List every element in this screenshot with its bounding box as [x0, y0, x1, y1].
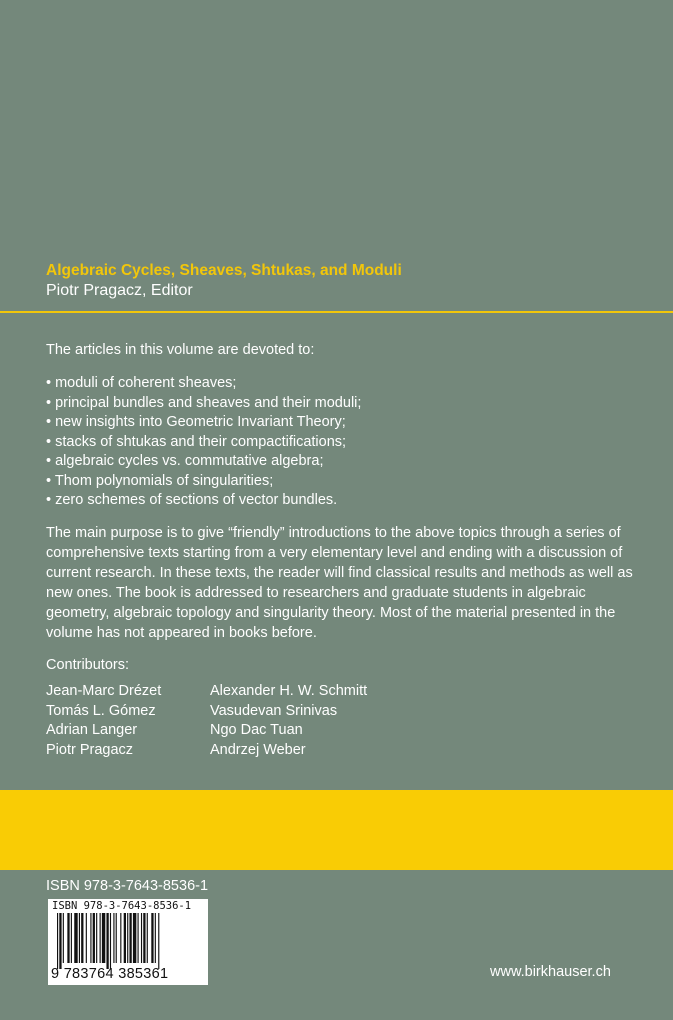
contributor-name: Piotr Pragacz: [46, 741, 134, 758]
barcode-bar: [106, 913, 108, 969]
barcode-bar: [102, 913, 105, 963]
barcode-bar: [151, 913, 153, 963]
purpose-paragraph: The main purpose is to give “friendly” introductions to the above topics through a series of comprehensive texts starting from a very elementary level and ending with a discussion of current research. In these texts, the reader will find classical results and methods as well as new ones. The book is addressed to researchers and graduate students in algebraic geometry, algebraic topology and singularity theory. Most of the material presented in the volume has not appeared in books before.: [46, 525, 633, 641]
barcode-bar: [127, 913, 128, 963]
topic-list: [46, 374, 361, 511]
contributor-name: Jean-Marc Drézet: [46, 683, 162, 699]
barcode-bar: [93, 913, 95, 963]
website-link[interactable]: www.birkhauser.ch: [490, 964, 611, 980]
barcode-bar: [110, 913, 111, 969]
contributor-name: Adrian Langer: [46, 722, 138, 738]
barcode-bar: [124, 913, 126, 963]
list-item: • new insights into Geometric Invariant Theory;: [46, 414, 346, 430]
barcode-bar: [96, 913, 97, 963]
barcode-bar: [143, 913, 145, 963]
contributor-name: Ngo Dac Tuan: [210, 722, 303, 738]
barcode-bar: [141, 913, 142, 963]
barcode-bar: [129, 913, 131, 963]
contributor-name: Andrzej Weber: [210, 741, 306, 758]
barcode-bar: [155, 913, 156, 963]
barcode-bar: [71, 913, 72, 963]
book-editor: Piotr Pragacz, Editor: [46, 282, 193, 299]
barcode-bar: [113, 913, 114, 963]
list-item: • stacks of shtukas and their compactifications;: [46, 433, 347, 450]
contributors-column-2: [210, 682, 367, 760]
isbn-label: ISBN 978-3-7643-8536-1: [46, 878, 209, 894]
barcode-bar: [120, 913, 121, 963]
barcode-bar: [90, 913, 91, 963]
barcode-bar: [100, 913, 101, 963]
barcode-bar: [116, 913, 117, 963]
barcode-bar: [81, 913, 83, 963]
barcode-bars: [56, 913, 202, 969]
list-item: • algebraic cycles vs. commutative algebra;: [46, 453, 324, 469]
barcode-number: 9 783764 385361: [51, 966, 169, 982]
intro-text: The articles in this volume are devoted to:: [46, 342, 315, 358]
barcode-bar: [59, 913, 61, 969]
divider-rule: [0, 311, 673, 313]
contributors-column-1: [46, 682, 161, 760]
barcode-bar: [67, 913, 69, 963]
barcode-bar: [79, 913, 80, 963]
list-item: • principal bundles and sheaves and their moduli;: [46, 394, 362, 411]
barcode-bar: [57, 913, 58, 969]
barcode: [48, 899, 208, 985]
barcode-bar: [86, 913, 87, 963]
barcode-bar: [138, 913, 139, 963]
barcode-bar: [147, 913, 148, 963]
barcode-bar: [74, 913, 77, 963]
barcode-bar: [63, 913, 64, 963]
contributor-name: Vasudevan Srinivas: [210, 702, 338, 719]
barcode-isbn-text: ISBN 978-3-7643-8536-1: [52, 900, 192, 912]
list-item: • moduli of coherent sheaves;: [46, 375, 237, 391]
list-item: • zero schemes of sections of vector bundles.: [46, 492, 338, 508]
book-title: Algebraic Cycles, Sheaves, Shtukas, and Moduli: [46, 262, 402, 279]
list-item: • Thom polynomials of singularities;: [46, 472, 274, 489]
barcode-bar: [133, 913, 136, 963]
contributor-name: Tomás L. Gómez: [46, 702, 156, 719]
yellow-band: [0, 790, 673, 870]
contributor-name: Alexander H. W. Schmitt: [210, 683, 368, 699]
contributors-label: Contributors:: [46, 657, 130, 673]
barcode-bar: [158, 913, 159, 969]
